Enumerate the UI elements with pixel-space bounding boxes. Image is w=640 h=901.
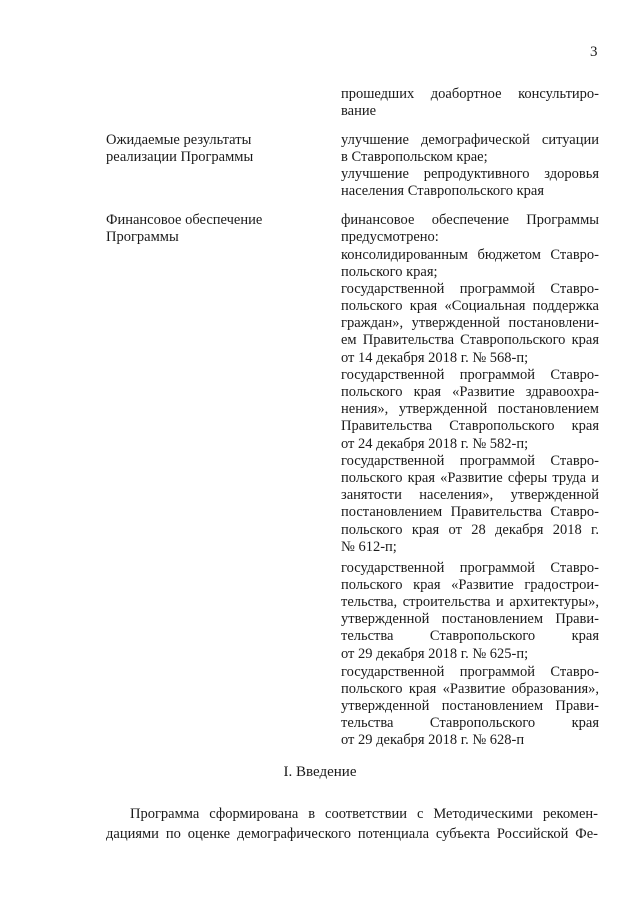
financing-label: Финансовое обеспечение bbox=[106, 212, 263, 228]
financing-line: польского края; bbox=[341, 264, 438, 280]
financing-line: нения», утвержденной постановлением bbox=[341, 401, 599, 417]
financing-line: тельства, строительства и архитектуры», bbox=[341, 594, 599, 610]
financing-line: польского края «Развитие градострои- bbox=[341, 577, 599, 593]
financing-line: от 29 декабря 2018 г. № 625-п; bbox=[341, 646, 529, 662]
section-heading: I. Введение bbox=[283, 764, 357, 780]
expected-results-line: населения Ставропольского края bbox=[341, 183, 545, 199]
expected-results-line: в Ставропольском крае; bbox=[341, 149, 488, 165]
financing-line: тельства Ставропольского края bbox=[341, 628, 599, 644]
expected-results-label: Ожидаемые результаты bbox=[106, 132, 252, 148]
financing-line: от 24 декабря 2018 г. № 582-п; bbox=[341, 436, 529, 452]
expected-results-line: улучшение репродуктивного здоровья bbox=[341, 166, 599, 182]
financing-line: польского края «Развитие сферы труда и bbox=[341, 470, 599, 486]
continuation-line: прошедших доабортное консультиро- bbox=[341, 86, 599, 102]
financing-line: польского края «Развитие здравоохра- bbox=[341, 384, 599, 400]
financing-line: Правительства Ставропольского края bbox=[341, 418, 599, 434]
page-number: 3 bbox=[590, 44, 598, 60]
financing-line: консолидированным бюджетом Ставро- bbox=[341, 247, 599, 263]
financing-line: от 14 декабря 2018 г. № 568-п; bbox=[341, 350, 529, 366]
expected-results-line: улучшение демографической ситуации bbox=[341, 132, 599, 148]
financing-line: государственной программой Ставро- bbox=[341, 453, 599, 469]
financing-line: граждан», утвержденной постановлени- bbox=[341, 315, 599, 331]
financing-line: постановлением Правительства Ставро- bbox=[341, 504, 599, 520]
financing-line: финансовое обеспечение Программы bbox=[341, 212, 599, 228]
financing-line: № 612-п; bbox=[341, 539, 397, 555]
financing-line: ем Правительства Ставропольского края bbox=[341, 332, 599, 348]
financing-line: от 29 декабря 2018 г. № 628-п bbox=[341, 732, 525, 748]
financing-line: государственной программой Ставро- bbox=[341, 560, 599, 576]
paragraph-line: Программа сформирована в соответствии с Методическими рекомен- bbox=[130, 806, 598, 822]
continuation-line: вание bbox=[341, 103, 377, 119]
financing-line: польского края «Социальная поддержка bbox=[341, 298, 599, 314]
financing-line: польского края «Развитие образования», bbox=[341, 681, 599, 697]
financing-line: польского края от 28 декабря 2018 г. bbox=[341, 522, 599, 538]
financing-label: Программы bbox=[106, 229, 179, 245]
paragraph-line: дациями по оценке демографического потенциала субъекта Российской Фе- bbox=[106, 826, 598, 842]
financing-line: занятости населения», утвержденной bbox=[341, 487, 599, 503]
expected-results-label: реализации Программы bbox=[106, 149, 254, 165]
financing-line: утвержденной постановлением Прави- bbox=[341, 611, 599, 627]
financing-line: утвержденной постановлением Прави- bbox=[341, 698, 599, 714]
financing-line: государственной программой Ставро- bbox=[341, 281, 599, 297]
financing-line: государственной программой Ставро- bbox=[341, 367, 599, 383]
financing-line: предусмотрено: bbox=[341, 229, 439, 245]
financing-line: тельства Ставропольского края bbox=[341, 715, 599, 731]
financing-line: государственной программой Ставро- bbox=[341, 664, 599, 680]
